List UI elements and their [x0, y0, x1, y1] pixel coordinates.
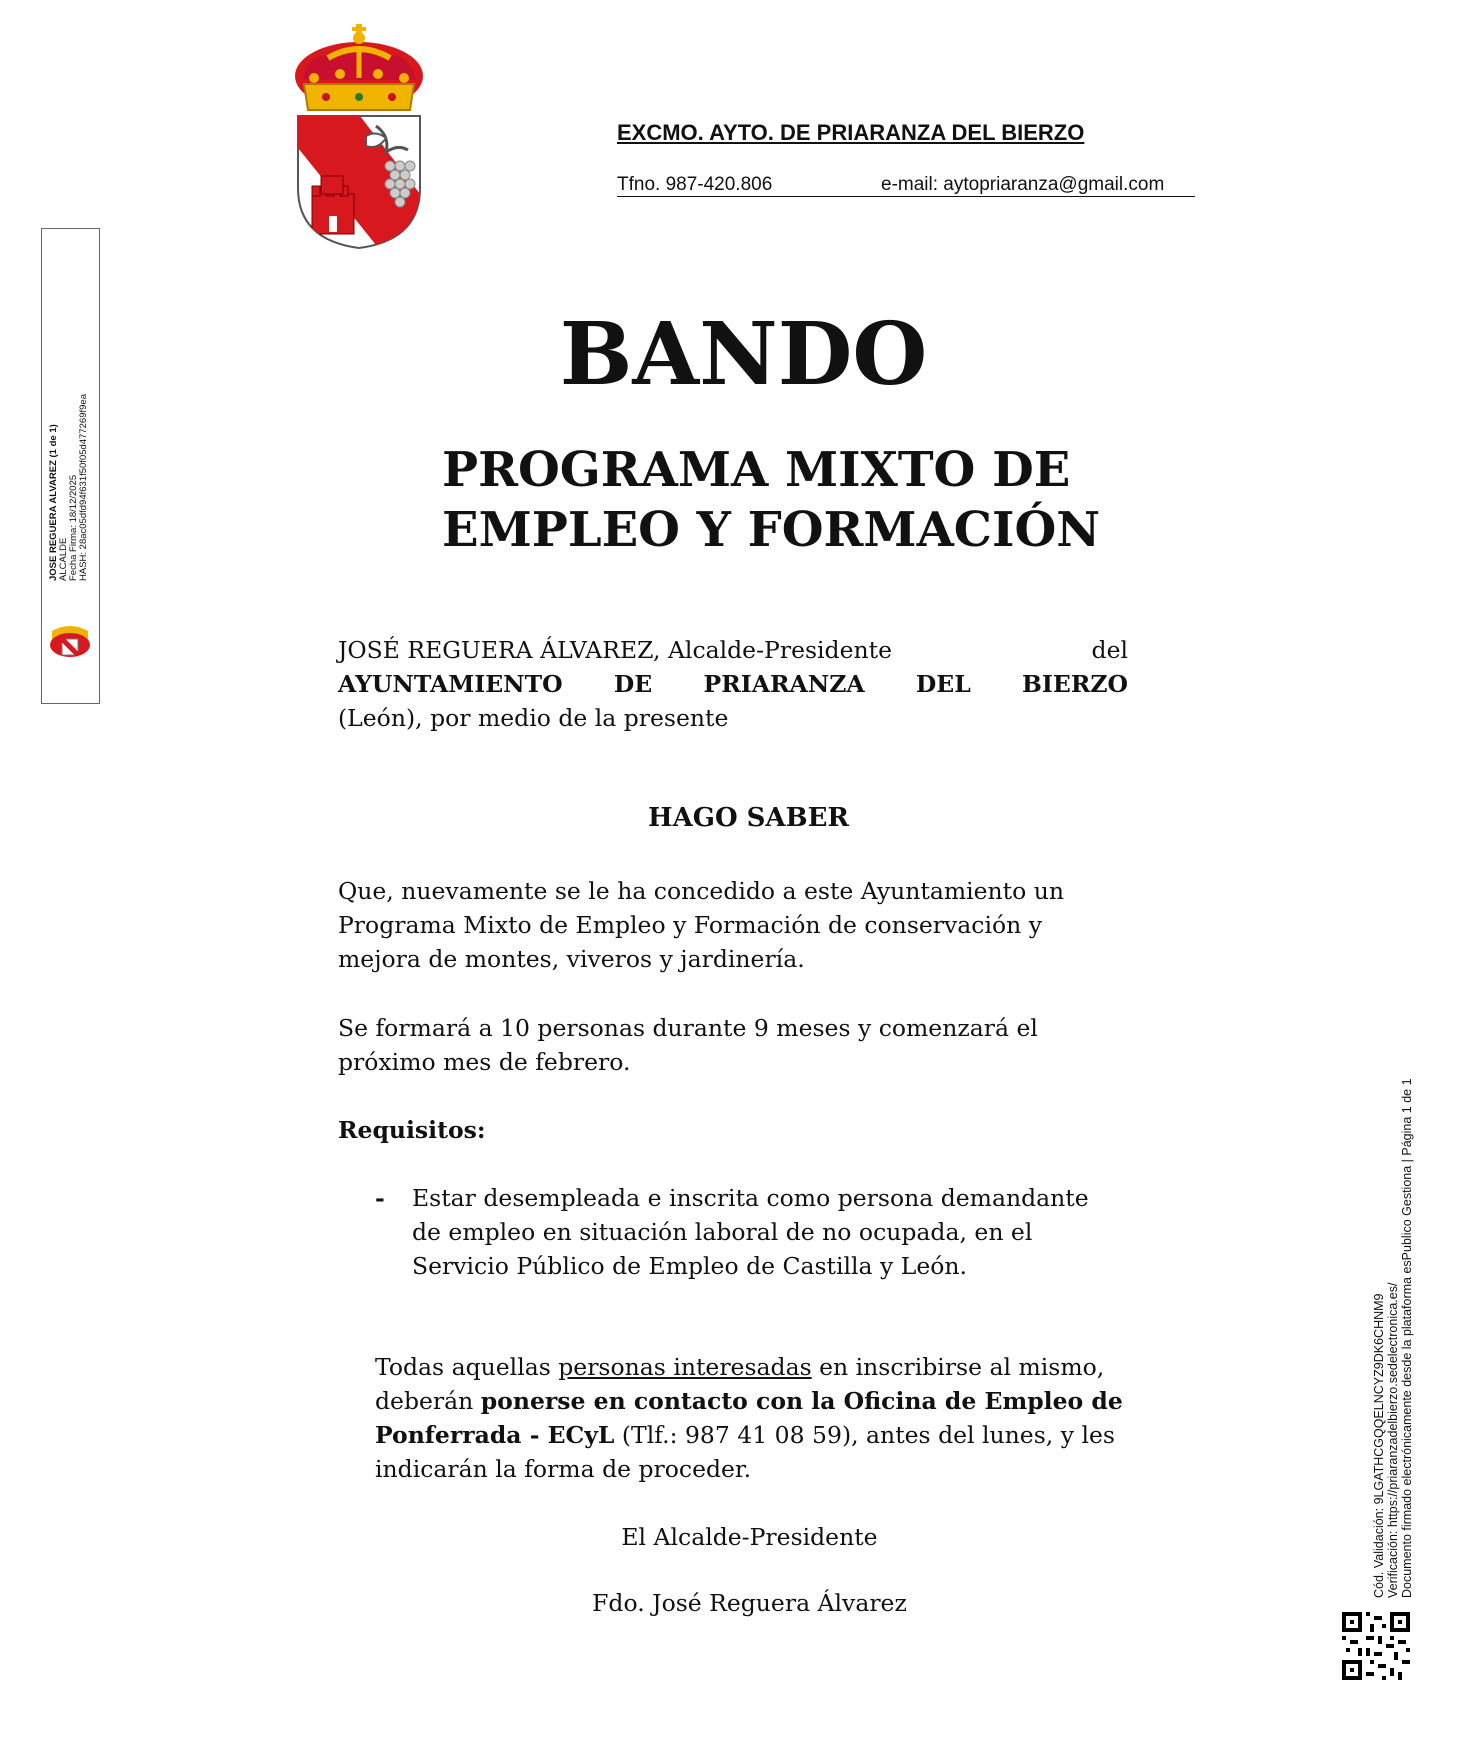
- closing-line-4: indicarán la forma de proceder.: [375, 1455, 752, 1483]
- stamp-line-2: ALCALDE: [58, 537, 69, 581]
- closing-text: deberán: [375, 1387, 481, 1415]
- req-line-2: de empleo en situación laboral de no ocupada, en el: [412, 1218, 1033, 1246]
- email-text: e-mail: aytopriaranza@gmail.com: [881, 174, 1165, 195]
- closing-text: (Tlf.: 987 41 08 59), antes del lunes, y les: [614, 1421, 1115, 1449]
- intro-word: DEL: [915, 670, 971, 698]
- verification-line-2: Verificación: https://priaranzadelbierzo.sedelectronica.es/: [1386, 1282, 1400, 1598]
- phone-text: Tfno. 987-420.806: [617, 174, 773, 195]
- paragraph-2: [338, 1011, 1038, 1079]
- stamp-line-4: HASH: 28ac05dfd94f631f50f05d477269f9ea: [78, 394, 89, 581]
- verification-line-3: Documento firmado electrónicamente desde la plataforma esPublico Gestiona | Página 1 de 1: [1400, 1078, 1414, 1598]
- intro-paragraph: [338, 633, 1128, 735]
- closing-bold: ponerse en contacto con la Oficina de Empleo de: [480, 1387, 1123, 1415]
- p1-line-2: [338, 908, 1128, 942]
- stamp-line-1: JOSE REGUERA ALVAREZ (1 de 1): [48, 424, 59, 581]
- closing-text: Todas aquellas: [375, 1353, 559, 1381]
- intro-line-2: [338, 667, 1128, 701]
- intro-word: DE: [613, 670, 653, 698]
- intro-word: BIERZO: [1022, 670, 1128, 698]
- stamp-line-3: Fecha Firma: 18/12/2025: [68, 474, 79, 581]
- closing-line-1: [375, 1350, 1123, 1384]
- closing-line-2: [375, 1384, 1123, 1418]
- stamp-logo-icon: [48, 625, 92, 659]
- document-subtitle: [442, 440, 1100, 560]
- closing-paragraph: [375, 1350, 1123, 1486]
- intro-line-1-left: JOSÉ REGUERA ÁLVAREZ, Alcalde-Presidente: [338, 636, 892, 664]
- qr-code-icon[interactable]: [1342, 1612, 1410, 1680]
- crown-icon: [295, 24, 423, 110]
- closing-underlined: personas interesadas: [558, 1353, 812, 1381]
- subtitle-line-2: EMPLEO Y FORMACIÓN: [442, 502, 1101, 558]
- signature-name: Fdo. José Reguera Álvarez: [592, 1589, 907, 1617]
- closing-bold: Ponferrada - ECyL: [375, 1421, 615, 1449]
- town-hall-title: EXCMO. AYTO. DE PRIARANZA DEL BIERZO: [617, 120, 1085, 145]
- intro-word: AYUNTAMIENTO: [338, 670, 563, 698]
- paragraph-1: [338, 874, 1128, 976]
- signature-stamp: [41, 228, 100, 704]
- intro-line-1-right: del: [1091, 636, 1128, 664]
- req-line-3: Servicio Público de Empleo de Castilla y León.: [412, 1252, 968, 1280]
- coat-of-arms-logo: [290, 18, 428, 250]
- hago-saber-heading: HAGO SABER: [648, 803, 849, 833]
- contact-line: [617, 174, 1195, 197]
- requirement-bullet: -: [375, 1184, 385, 1212]
- closing-line-3: [375, 1418, 1123, 1452]
- p1-line-1: [338, 874, 1128, 908]
- p1-line-1-text: Que, nuevamente se le ha concedido a este Ayuntamiento un: [338, 877, 1064, 905]
- p2-line-2: próximo mes de febrero.: [338, 1048, 631, 1076]
- p1-line-3: mejora de montes, viveros y jardinería.: [338, 945, 805, 973]
- requisitos-label: Requisitos:: [338, 1116, 486, 1144]
- intro-word: PRIARANZA: [703, 670, 865, 698]
- req-line-1: Estar desempleada e inscrita como persona demandante: [412, 1184, 1089, 1212]
- p1-line-2-text: Programa Mixto de Empleo y Formación de conservación y: [338, 911, 1043, 939]
- signature-role: El Alcalde-Presidente: [621, 1523, 878, 1551]
- document-title: BANDO: [559, 304, 928, 405]
- closing-text: en inscribirse al mismo,: [811, 1353, 1105, 1381]
- subtitle-line-1: PROGRAMA MIXTO DE: [442, 442, 1071, 498]
- verification-line-1: Cód. Validación: 9LGATHCGQQELNCYZ9DK6CHNM9: [1372, 1293, 1386, 1598]
- intro-line-1: [338, 633, 1128, 667]
- p2-line-1: Se formará a 10 personas durante 9 meses y comenzará el: [338, 1014, 1038, 1042]
- shield-icon: [298, 116, 420, 250]
- intro-line-3: (León), por medio de la presente: [338, 704, 729, 732]
- requirement-item: [412, 1181, 1089, 1283]
